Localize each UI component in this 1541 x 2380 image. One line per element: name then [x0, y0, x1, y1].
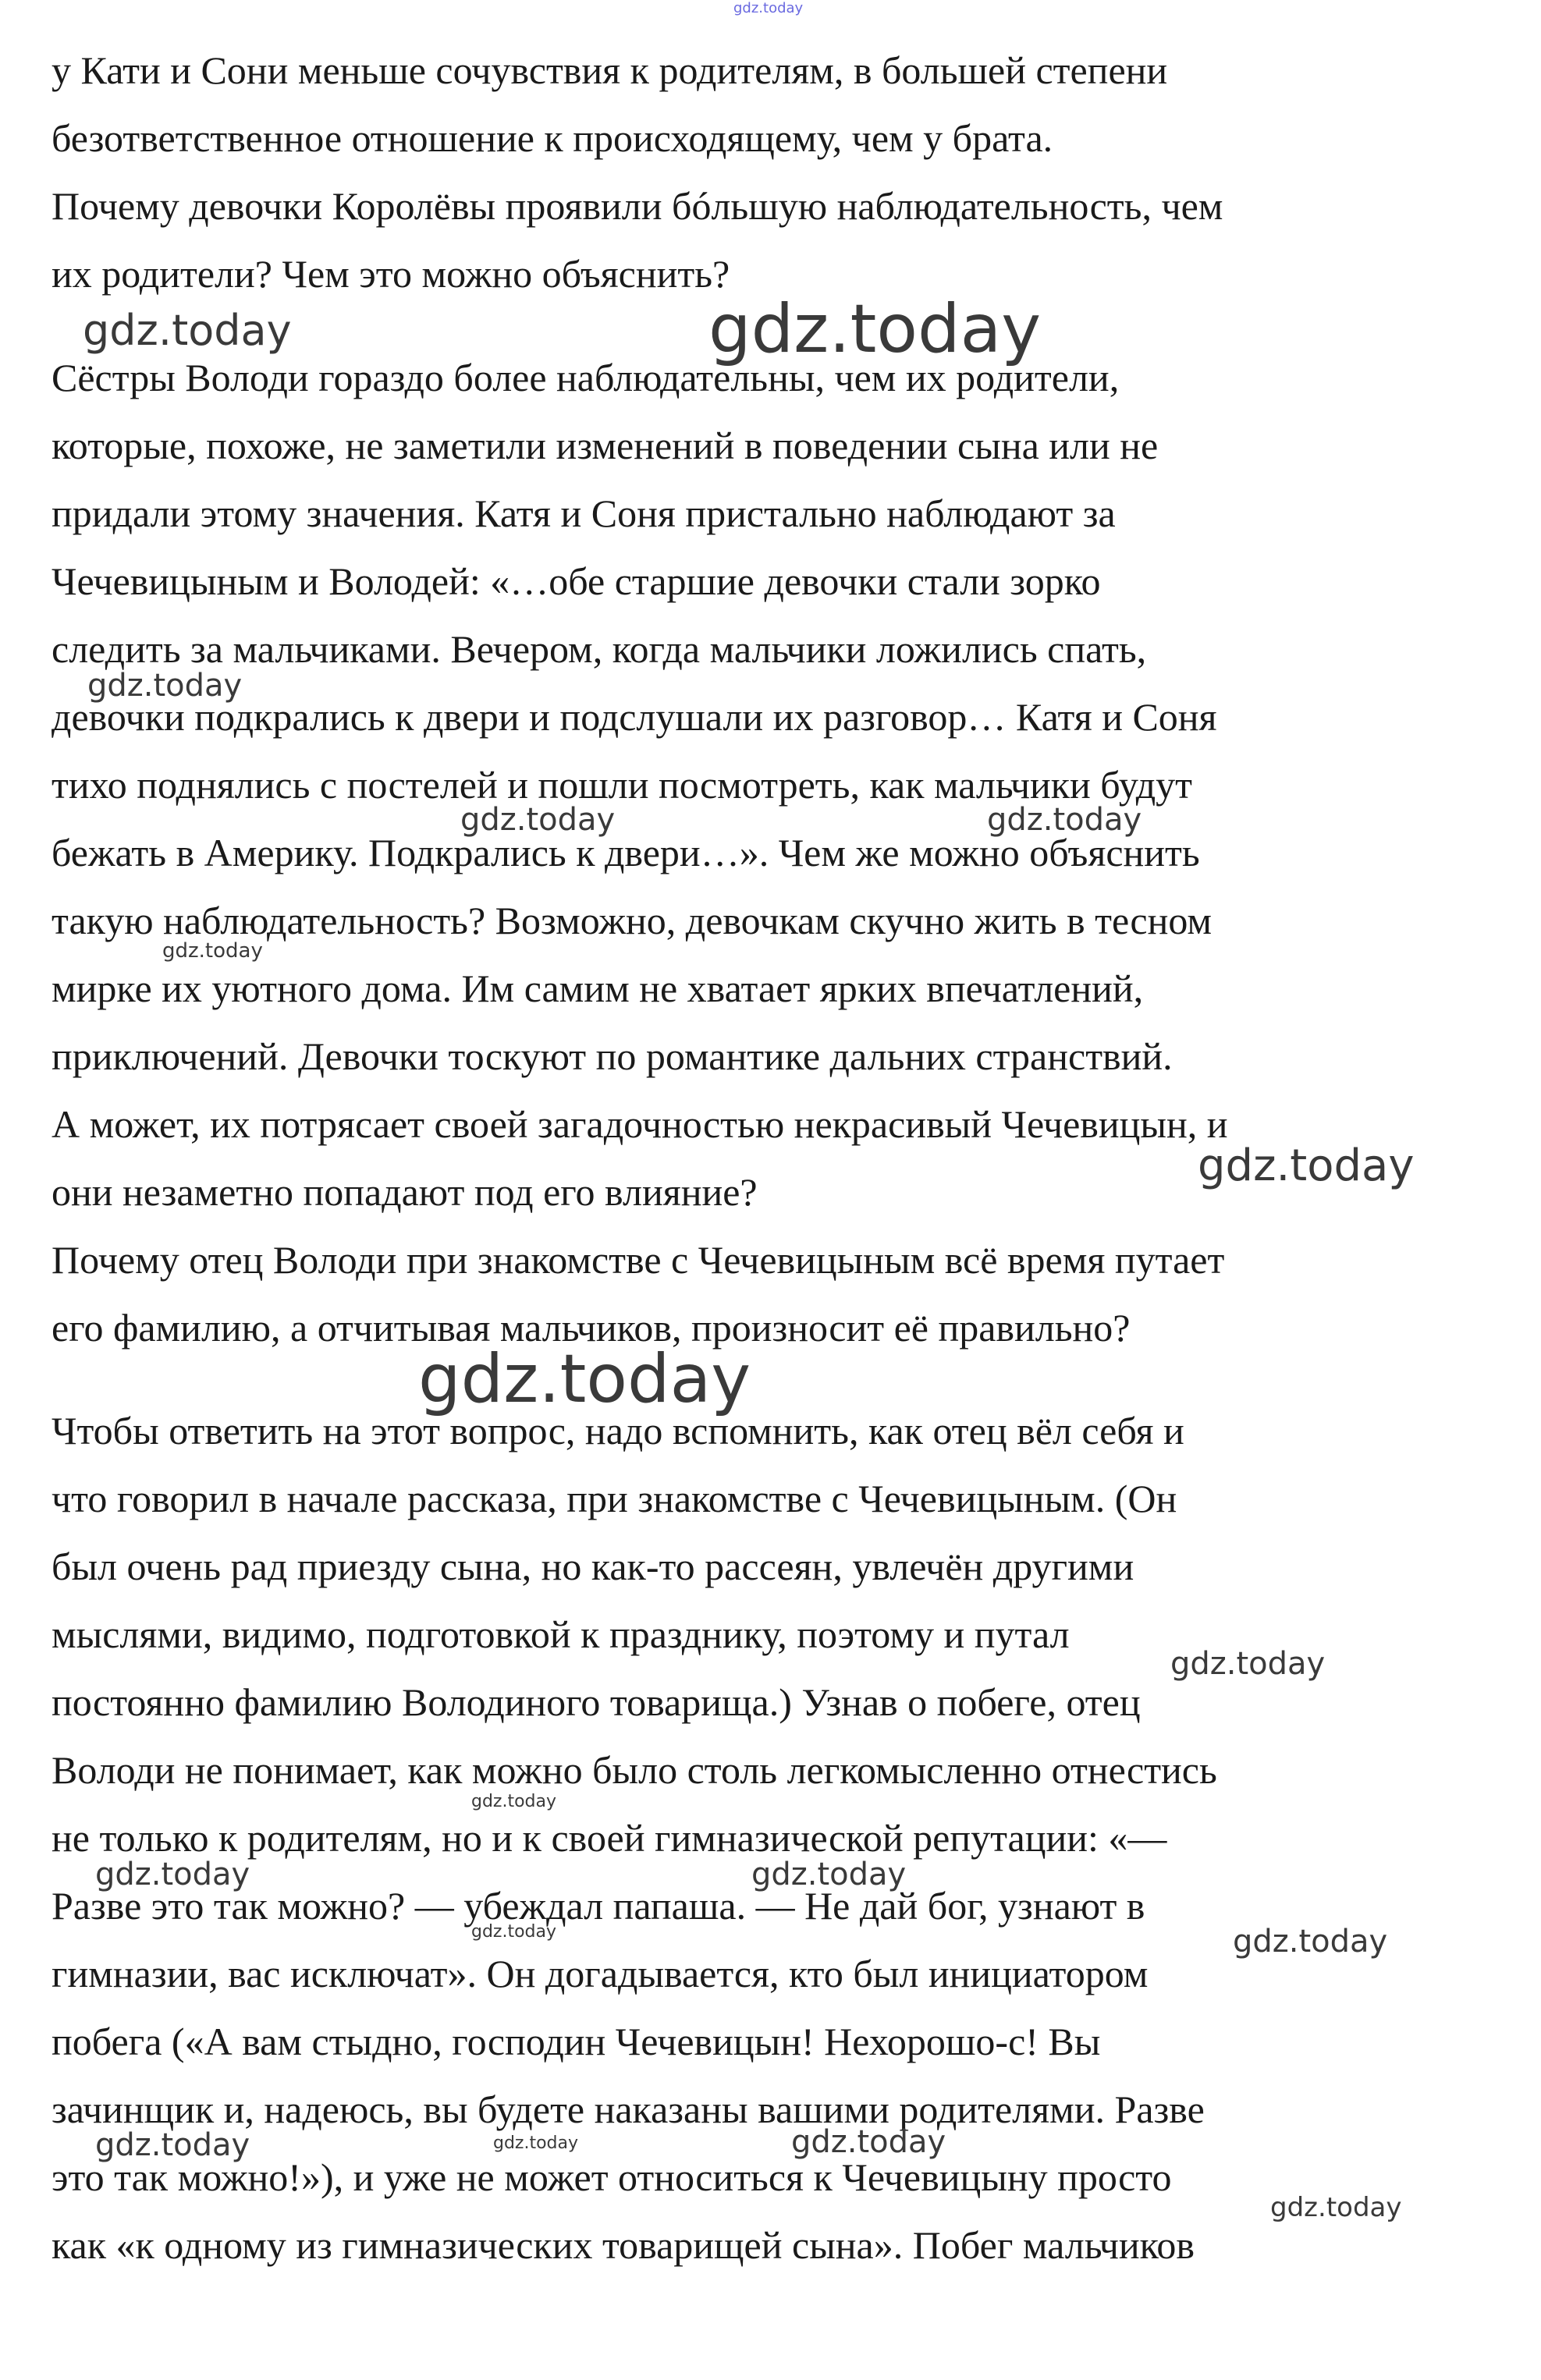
- watermark: gdz.today: [791, 2124, 946, 2160]
- text-line: это так можно!»), и уже не может относиться к Чечевицыну просто: [51, 2155, 1172, 2199]
- watermark: gdz.today: [95, 2127, 250, 2163]
- text-line: Почему отец Володи при знакомстве с Чечевицыным всё время путает: [51, 1238, 1225, 1282]
- text-line: не только к родителям, но и к своей гимназической репутации: «—: [51, 1816, 1167, 1860]
- watermark: gdz.today: [1270, 2192, 1402, 2223]
- text-line: как «к одному из гимназических товарищей сына». Побег мальчиков: [51, 2223, 1195, 2267]
- watermark: gdz.today: [471, 1922, 557, 1942]
- watermark: gdz.today: [987, 802, 1142, 838]
- text-line: придали этому значения. Катя и Соня пристально наблюдают за: [51, 491, 1116, 535]
- text-line: девочки подкрались к двери и подслушали их разговор… Катя и Соня: [51, 695, 1217, 739]
- top-watermark: gdz.today: [733, 0, 804, 16]
- text-line: его фамилию, а отчитывая мальчиков, произносит её правильно?: [51, 1306, 1131, 1350]
- watermark: gdz.today: [751, 1857, 907, 1892]
- text-line: безответственное отношение к происходящему, чем у брата.: [51, 116, 1053, 160]
- watermark: gdz.today: [708, 290, 1042, 368]
- watermark: gdz.today: [1170, 1646, 1326, 1682]
- text-line: Володи не понимает, как можно было столь легкомысленно отнестись: [51, 1748, 1217, 1792]
- text-line: Чечевицыным и Володей: «…обе старшие девочки стали зорко: [51, 559, 1101, 603]
- text-line: что говорил в начале рассказа, при знакомстве с Чечевицыным. (Он: [51, 1477, 1177, 1520]
- watermark: gdz.today: [493, 2133, 579, 2153]
- text-line: гимназии, вас исключат». Он догадывается, кто был инициатором: [51, 1952, 1149, 1995]
- watermark: gdz.today: [83, 306, 292, 355]
- watermark: gdz.today: [87, 668, 243, 704]
- text-line: мирке их уютного дома. Им самим не хватает ярких впечатлений,: [51, 967, 1144, 1010]
- text-line: постоянно фамилию Володиного товарища.) Узнав о побеге, отец: [51, 1680, 1141, 1724]
- text-line: следить за мальчиками. Вечером, когда мальчики ложились спать,: [51, 627, 1147, 671]
- text-line: у Кати и Сони меньше сочувствия к родителям, в большей степени: [51, 48, 1168, 92]
- text-line: Разве это так можно? — убеждал папаша. — Не дай бог, узнают в: [51, 1884, 1145, 1928]
- text-line: которые, похоже, не заметили изменений в поведении сына или не: [51, 424, 1159, 467]
- text-line: они незаметно попадают под его влияние?: [51, 1170, 758, 1214]
- text-line: мыслями, видимо, подготовкой к празднику, поэтому и путал: [51, 1612, 1070, 1656]
- watermark: gdz.today: [1198, 1140, 1415, 1191]
- watermark: gdz.today: [162, 939, 263, 963]
- watermark: gdz.today: [95, 1857, 250, 1892]
- watermark: gdz.today: [1233, 1924, 1388, 1960]
- text-line: Чтобы ответить на этот вопрос, надо вспомнить, как отец вёл себя и: [51, 1409, 1184, 1452]
- text-line: такую наблюдательность? Возможно, девочкам скучно жить в тесном: [51, 899, 1213, 942]
- text-line: приключений. Девочки тоскуют по романтике дальних странствий.: [51, 1034, 1173, 1078]
- text-line: Сёстры Володи гораздо более наблюдательны, чем их родители,: [51, 356, 1120, 399]
- text-line: бежать в Америку. Подкрались к двери…». Чем же можно объяснить: [51, 831, 1200, 874]
- text-line: Почему девочки Королёвы проявили бóльшую наблюдательность, чем: [51, 184, 1223, 228]
- text-line: их родители? Чем это можно объяснить?: [51, 252, 730, 296]
- text-line: А может, их потрясает своей загадочностью некрасивый Чечевицын, и: [51, 1102, 1228, 1146]
- text-line: зачинщик и, надеюсь, вы будете наказаны вашими родителями. Разве: [51, 2087, 1205, 2131]
- watermark: gdz.today: [418, 1340, 751, 1418]
- text-line: тихо поднялись с постелей и пошли посмотреть, как мальчики будут: [51, 763, 1192, 807]
- watermark: gdz.today: [460, 802, 616, 838]
- watermark: gdz.today: [471, 1792, 557, 1811]
- text-line: побега («А вам стыдно, господин Чечевицын! Нехорошо-с! Вы: [51, 2020, 1101, 2063]
- text-line: был очень рад приезду сына, но как-то рассеян, увлечён другими: [51, 1545, 1134, 1588]
